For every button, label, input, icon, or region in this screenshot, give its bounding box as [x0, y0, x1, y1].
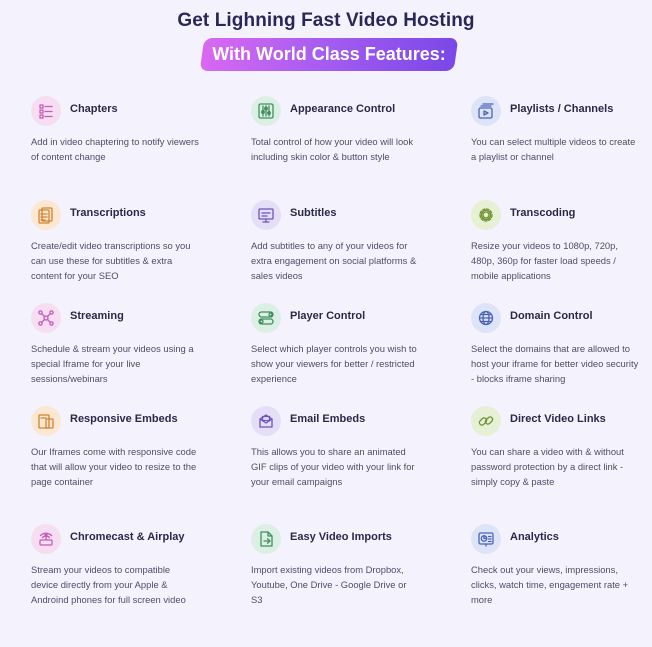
file-import-icon — [251, 524, 281, 554]
feature-description: Stream your videos to compatible device directly from your Apple & Androind phones for full screen video — [31, 564, 186, 605]
feature-title: Easy Video Imports — [290, 531, 392, 543]
feature-title: Transcriptions — [70, 207, 146, 219]
presentation-icon — [251, 200, 281, 230]
feature-title: Subtitles — [290, 207, 337, 219]
gear-icon — [471, 200, 501, 230]
feature-title: Appearance Control — [290, 103, 396, 115]
email-icon — [251, 406, 281, 436]
feature-description: You can select multiple videos to create a playlist or channel — [471, 136, 636, 162]
banner-heading: With World Class Features: — [212, 44, 446, 64]
devices-icon — [31, 406, 61, 436]
feature-title: Email Embeds — [290, 413, 366, 425]
feature-title: Transcoding — [510, 207, 576, 219]
feature-description: You can share a video with & without password protection by a direct link - simply copy & paste — [471, 446, 624, 487]
feature-description: Total control of how your video will look including skin color & button style — [251, 136, 414, 162]
feature-title: Direct Video Links — [510, 413, 606, 425]
feature-description: This allows you to share an animated GIF clips of your video with your link for your email campaigns — [251, 446, 415, 487]
feature-description: Add subtitles to any of your videos for extra engagement on social platforms & sales videos — [251, 240, 417, 281]
feature-description: Check out your views, impressions, clicks, watch time, engagement rate + more — [471, 564, 629, 605]
feature-description: Schedule & stream your videos using a special Iframe for your live sessions/webinars — [31, 343, 194, 384]
documents-icon — [31, 200, 61, 230]
feature-title: Chromecast & Airplay — [70, 531, 185, 543]
feature-title: Playlists / Channels — [510, 103, 614, 115]
toggle-icon — [251, 303, 281, 333]
feature-title: Chapters — [70, 103, 118, 115]
playlist-icon — [471, 96, 501, 126]
feature-description: Add in video chaptering to notify viewers of content change — [31, 136, 199, 162]
feature-description: Select the domains that are allowed to host your iframe for better video security - blocks iframe sharing — [471, 343, 639, 384]
feature-description: Create/edit video transcriptions so you can use these for subtitles & extra content for your SEO — [31, 240, 191, 281]
chapters-icon — [31, 96, 61, 126]
cast-icon — [31, 524, 61, 554]
feature-title: Analytics — [510, 531, 559, 543]
equalizer-icon — [251, 96, 281, 126]
feature-title: Streaming — [70, 310, 124, 322]
feature-description: Import existing videos from Dropbox, Youtube, One Drive - Google Drive or S3 — [251, 564, 407, 605]
network-icon — [31, 303, 61, 333]
globe-icon — [471, 303, 501, 333]
feature-description: Select which player controls you wish to show your viewers for better / restricted experience — [251, 343, 417, 384]
feature-description: Resize your videos to 1080p, 720p, 480p, 360p for faster load speeds / mobile applications — [471, 240, 618, 281]
analytics-icon — [471, 524, 501, 554]
feature-title: Domain Control — [510, 310, 593, 322]
feature-title: Responsive Embeds — [70, 413, 178, 425]
page-title: Get Lighning Fast Video Hosting — [177, 10, 475, 31]
feature-title: Player Control — [290, 310, 366, 322]
link-icon — [471, 406, 501, 436]
feature-description: Our Iframes come with responsive code that will allow your video to resize to the page container — [31, 446, 197, 487]
